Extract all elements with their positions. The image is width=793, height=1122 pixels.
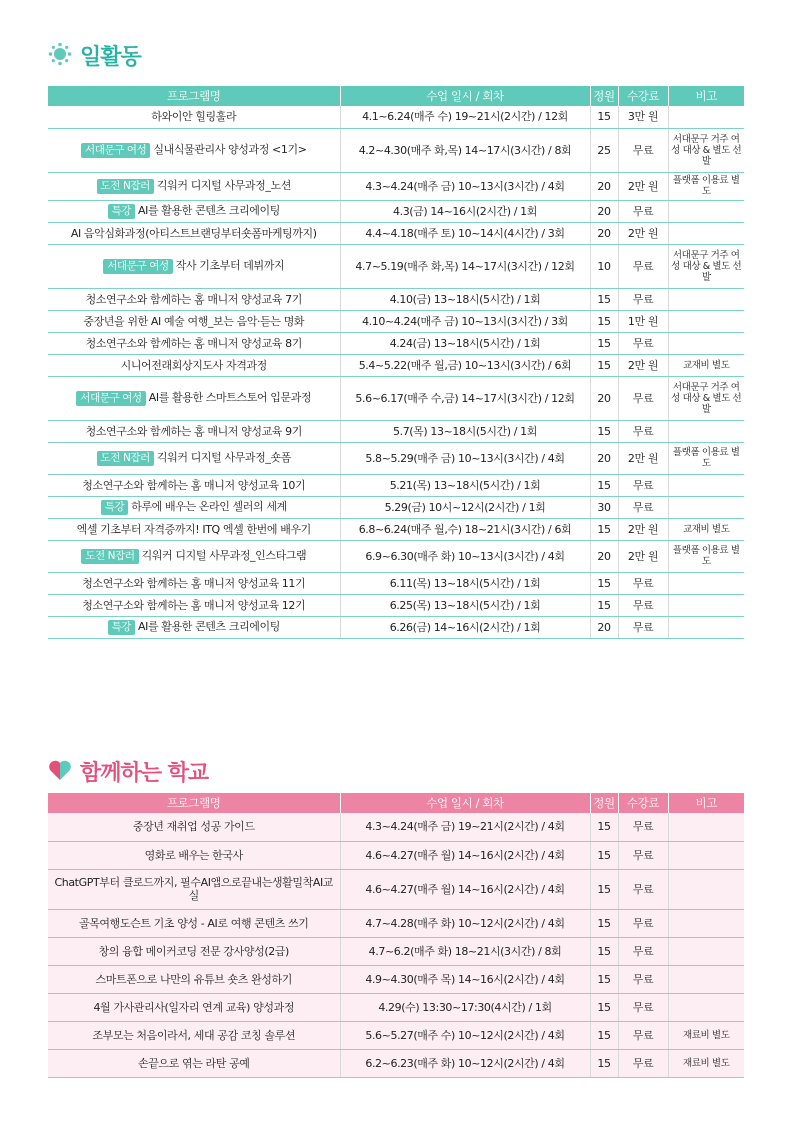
fee-cell: 무료 [618, 993, 668, 1021]
capacity-cell: 15 [590, 1049, 618, 1077]
table-row [48, 200, 744, 222]
note-cell: 서대문구 거주 여성 대상 & 별도 선발 [668, 376, 744, 420]
fee-cell: 무료 [618, 965, 668, 993]
capacity-cell: 15 [590, 420, 618, 442]
program-name-cell: 특강 하루에 배우는 온라인 셀러의 세계 [48, 496, 340, 518]
note-cell: 재료비 별도 [668, 1021, 744, 1049]
table-header-row [48, 793, 744, 813]
class-schedule-cell: 4.24(금) 13~18시(5시간) / 1회 [340, 332, 590, 354]
fee-cell: 1만 원 [618, 310, 668, 332]
class-schedule-cell: 4.29(수) 13:30~17:30(4시간) / 1회 [340, 993, 590, 1021]
capacity-cell: 15 [590, 332, 618, 354]
fee-cell: 무료 [618, 813, 668, 841]
header-fee: 수강료 [618, 793, 668, 813]
program-name-cell: 골목여행도슨트 기초 양성 - AI로 여행 콘텐츠 쓰기 [48, 909, 340, 937]
table-row [48, 244, 744, 288]
capacity-cell: 20 [590, 376, 618, 420]
school-table [48, 793, 744, 1078]
fee-cell: 무료 [618, 937, 668, 965]
class-schedule-cell: 5.4~5.22(매주 월,금) 10~13시(3시간) / 6회 [340, 354, 590, 376]
program-name-cell: 특강 AI를 활용한 콘텐츠 크리에이팅 [48, 616, 340, 638]
fee-cell: 2만 원 [618, 442, 668, 474]
program-name-cell: 서대문구 여성 실내식물관리사 양성과정 <1기> [48, 128, 340, 172]
table-row [48, 993, 744, 1021]
note-cell [668, 474, 744, 496]
note-cell: 서대문구 거주 여성 대상 & 별도 선발 [668, 128, 744, 172]
capacity-cell: 15 [590, 572, 618, 594]
table-row [48, 1049, 744, 1077]
fee-cell: 무료 [618, 909, 668, 937]
program-name-cell: 도전 N잡러 긱워커 디지털 사무과정_인스타그램 [48, 540, 340, 572]
table-row [48, 965, 744, 993]
table-row [48, 1021, 744, 1049]
fee-cell: 무료 [618, 1021, 668, 1049]
fee-cell: 무료 [618, 288, 668, 310]
program-name-cell: 영화로 배우는 한국사 [48, 841, 340, 869]
note-cell [668, 310, 744, 332]
class-schedule-cell: 5.21(목) 13~18시(5시간) / 1회 [340, 474, 590, 496]
table-row [48, 288, 744, 310]
capacity-cell: 15 [590, 869, 618, 909]
capacity-cell: 15 [590, 937, 618, 965]
class-schedule-cell: 4.3~4.24(매주 금) 10~13시(3시간) / 4회 [340, 172, 590, 200]
class-schedule-cell: 4.1~6.24(매주 수) 19~21시(2시간) / 12회 [340, 106, 590, 128]
note-cell [668, 106, 744, 128]
fee-cell: 무료 [618, 200, 668, 222]
class-schedule-cell: 6.26(금) 14~16시(2시간) / 1회 [340, 616, 590, 638]
category-tag: 서대문구 여성 [81, 143, 150, 158]
program-name-cell: 4월 가사관리사(일자리 연계 교육) 양성과정 [48, 993, 340, 1021]
program-name-cell: ChatGPT부터 클로드까지, 필수AI앱으로끝내는생활밀착AI교실 [48, 869, 340, 909]
section-title-text: 함께하는 학교 [80, 761, 209, 786]
category-tag: 서대문구 여성 [103, 259, 172, 274]
fee-cell: 무료 [618, 332, 668, 354]
class-schedule-cell: 4.9~4.30(매주 목) 14~16시(2시간) / 4회 [340, 965, 590, 993]
program-name-cell: 청소연구소와 함께하는 홈 매니저 양성교육 7기 [48, 288, 340, 310]
header-capacity: 정원 [590, 86, 618, 106]
class-schedule-cell: 5.6~5.27(매주 수) 10~12시(2시간) / 4회 [340, 1021, 590, 1049]
table-row [48, 354, 744, 376]
note-cell [668, 965, 744, 993]
fee-cell: 무료 [618, 474, 668, 496]
fee-cell: 무료 [618, 841, 668, 869]
note-cell [668, 993, 744, 1021]
table-row [48, 420, 744, 442]
table-row [48, 496, 744, 518]
note-cell [668, 496, 744, 518]
category-tag: 도전 N잡러 [97, 179, 154, 194]
table-row [48, 540, 744, 572]
program-name-cell: 서대문구 여성 AI를 활용한 스마트스토어 입문과정 [48, 376, 340, 420]
header-fee: 수강료 [618, 86, 668, 106]
table-row [48, 332, 744, 354]
fee-cell: 2만 원 [618, 354, 668, 376]
capacity-cell: 30 [590, 496, 618, 518]
category-tag: 서대문구 여성 [76, 391, 145, 406]
note-cell [668, 937, 744, 965]
header-capacity: 정원 [590, 793, 618, 813]
table-row [48, 474, 744, 496]
capacity-cell: 15 [590, 518, 618, 540]
class-schedule-cell: 4.6~4.27(매주 월) 14~16시(2시간) / 4회 [340, 841, 590, 869]
class-schedule-cell: 4.10~4.24(매주 금) 10~13시(3시간) / 3회 [340, 310, 590, 332]
class-schedule-cell: 5.29(금) 10시~12시(2시간) / 1회 [340, 496, 590, 518]
activities-table [48, 86, 744, 639]
capacity-cell: 10 [590, 244, 618, 288]
note-cell: 교재비 별도 [668, 518, 744, 540]
capacity-cell: 15 [590, 288, 618, 310]
section-title-school [48, 756, 208, 787]
program-name-cell: 도전 N잡러 긱워커 디지털 사무과정_노션 [48, 172, 340, 200]
capacity-cell: 15 [590, 474, 618, 496]
table-row [48, 172, 744, 200]
fee-cell: 무료 [618, 376, 668, 420]
note-cell [668, 616, 744, 638]
capacity-cell: 25 [590, 128, 618, 172]
note-cell [668, 909, 744, 937]
capacity-cell: 15 [590, 106, 618, 128]
fee-cell: 무료 [618, 244, 668, 288]
table-row [48, 106, 744, 128]
capacity-cell: 20 [590, 540, 618, 572]
note-cell [668, 288, 744, 310]
sun-icon [48, 42, 72, 70]
class-schedule-cell: 4.2~4.30(매주 화,목) 14~17시(3시간) / 8회 [340, 128, 590, 172]
category-tag: 특강 [101, 500, 129, 515]
note-cell [668, 200, 744, 222]
note-cell: 플랫폼 이용료 별도 [668, 172, 744, 200]
fee-cell: 2만 원 [618, 222, 668, 244]
capacity-cell: 20 [590, 222, 618, 244]
program-name-cell: 청소연구소와 함께하는 홈 매니저 양성교육 11기 [48, 572, 340, 594]
program-name-cell: 창의 융합 메이커코딩 전문 강사양성(2급) [48, 937, 340, 965]
program-name-cell: 중장년을 위한 AI 예술 여행_보는 음악·듣는 명화 [48, 310, 340, 332]
fee-cell: 무료 [618, 572, 668, 594]
note-cell [668, 813, 744, 841]
note-cell [668, 841, 744, 869]
program-name-cell: 엑셀 기초부터 자격증까지! ITQ 엑셀 한번에 배우기 [48, 518, 340, 540]
note-cell: 교재비 별도 [668, 354, 744, 376]
class-schedule-cell: 4.10(금) 13~18시(5시간) / 1회 [340, 288, 590, 310]
class-schedule-cell: 6.25(목) 13~18시(5시간) / 1회 [340, 594, 590, 616]
capacity-cell: 15 [590, 993, 618, 1021]
program-name-cell: 하와이안 힐링훌라 [48, 106, 340, 128]
capacity-cell: 15 [590, 594, 618, 616]
table-header-row [48, 86, 744, 106]
table-row [48, 128, 744, 172]
class-schedule-cell: 4.6~4.27(매주 월) 14~16시(2시간) / 4회 [340, 869, 590, 909]
note-cell: 서대문구 거주 여성 대상 & 별도 선발 [668, 244, 744, 288]
program-name-cell: 청소연구소와 함께하는 홈 매니저 양성교육 9기 [48, 420, 340, 442]
fee-cell: 무료 [618, 496, 668, 518]
fee-cell: 무료 [618, 594, 668, 616]
header-program-name: 프로그램명 [48, 793, 340, 813]
capacity-cell: 15 [590, 813, 618, 841]
heart-icon [48, 759, 72, 785]
program-name-cell: 청소연구소와 함께하는 홈 매니저 양성교육 10기 [48, 474, 340, 496]
note-cell: 재료비 별도 [668, 1049, 744, 1077]
program-name-cell: 청소연구소와 함께하는 홈 매니저 양성교육 12기 [48, 594, 340, 616]
class-schedule-cell: 4.7~4.28(매주 화) 10~12시(2시간) / 4회 [340, 909, 590, 937]
fee-cell: 무료 [618, 128, 668, 172]
header-program-name: 프로그램명 [48, 86, 340, 106]
note-cell: 플랫폼 이용료 별도 [668, 442, 744, 474]
capacity-cell: 15 [590, 310, 618, 332]
note-cell [668, 420, 744, 442]
fee-cell: 2만 원 [618, 518, 668, 540]
table-row [48, 442, 744, 474]
program-name-cell: 중장년 재취업 성공 가이드 [48, 813, 340, 841]
section-title-activities [48, 40, 141, 71]
note-cell [668, 594, 744, 616]
table-row [48, 909, 744, 937]
class-schedule-cell: 6.8~6.24(매주 월,수) 18~21시(3시간) / 6회 [340, 518, 590, 540]
header-note: 비고 [668, 86, 744, 106]
capacity-cell: 15 [590, 841, 618, 869]
category-tag: 도전 N잡러 [81, 549, 138, 564]
fee-cell: 2만 원 [618, 172, 668, 200]
category-tag: 특강 [108, 204, 136, 219]
table-row [48, 376, 744, 420]
class-schedule-cell: 5.8~5.29(매주 금) 10~13시(3시간) / 4회 [340, 442, 590, 474]
class-schedule-cell: 6.2~6.23(매주 화) 10~12시(2시간) / 4회 [340, 1049, 590, 1077]
category-tag: 특강 [108, 620, 136, 635]
section-title-text: 일활동 [80, 45, 141, 70]
class-schedule-cell: 4.7~5.19(매주 화,목) 14~17시(3시간) / 12회 [340, 244, 590, 288]
capacity-cell: 20 [590, 616, 618, 638]
program-name-cell: 손끝으로 엮는 라탄 공예 [48, 1049, 340, 1077]
table-row [48, 222, 744, 244]
program-name-cell: 조부모는 처음이라서, 세대 공감 코칭 솔루션 [48, 1021, 340, 1049]
header-class-schedule: 수업 일시 / 회차 [340, 86, 590, 106]
table-row [48, 310, 744, 332]
class-schedule-cell: 6.9~6.30(매주 화) 10~13시(3시간) / 4회 [340, 540, 590, 572]
fee-cell: 2만 원 [618, 540, 668, 572]
capacity-cell: 15 [590, 354, 618, 376]
class-schedule-cell: 4.3(금) 14~16시(2시간) / 1회 [340, 200, 590, 222]
class-schedule-cell: 5.6~6.17(매주 수,금) 14~17시(3시간) / 12회 [340, 376, 590, 420]
table-row [48, 841, 744, 869]
capacity-cell: 15 [590, 909, 618, 937]
class-schedule-cell: 4.4~4.18(매주 토) 10~14시(4시간) / 3회 [340, 222, 590, 244]
header-class-schedule: 수업 일시 / 회차 [340, 793, 590, 813]
header-note: 비고 [668, 793, 744, 813]
note-cell [668, 332, 744, 354]
fee-cell: 무료 [618, 420, 668, 442]
program-name-cell: 시니어전래회상지도사 자격과정 [48, 354, 340, 376]
table-row [48, 937, 744, 965]
table-row [48, 518, 744, 540]
program-name-cell: 도전 N잡러 긱워커 디지털 사무과정_숏폼 [48, 442, 340, 474]
program-name-cell: 청소연구소와 함께하는 홈 매니저 양성교육 8기 [48, 332, 340, 354]
class-schedule-cell: 4.7~6.2(매주 화) 18~21시(3시간) / 8회 [340, 937, 590, 965]
program-name-cell: 특강 AI를 활용한 콘텐츠 크리에이팅 [48, 200, 340, 222]
category-tag: 도전 N잡러 [97, 451, 154, 466]
note-cell [668, 222, 744, 244]
program-name-cell: 스마트폰으로 나만의 유튜브 숏츠 완성하기 [48, 965, 340, 993]
note-cell [668, 869, 744, 909]
class-schedule-cell: 5.7(목) 13~18시(5시간) / 1회 [340, 420, 590, 442]
capacity-cell: 15 [590, 1021, 618, 1049]
capacity-cell: 20 [590, 442, 618, 474]
fee-cell: 무료 [618, 869, 668, 909]
fee-cell: 무료 [618, 616, 668, 638]
capacity-cell: 15 [590, 965, 618, 993]
table-row [48, 594, 744, 616]
class-schedule-cell: 4.3~4.24(매주 금) 19~21시(2시간) / 4회 [340, 813, 590, 841]
fee-cell: 3만 원 [618, 106, 668, 128]
program-name-cell: AI 음악심화과정(아티스트브랜딩부터숏폼마케팅까지) [48, 222, 340, 244]
note-cell [668, 572, 744, 594]
note-cell: 플랫폼 이용료 별도 [668, 540, 744, 572]
table-row [48, 572, 744, 594]
program-name-cell: 서대문구 여성 작사 기초부터 데뷔까지 [48, 244, 340, 288]
table-row [48, 616, 744, 638]
class-schedule-cell: 6.11(목) 13~18시(5시간) / 1회 [340, 572, 590, 594]
capacity-cell: 20 [590, 200, 618, 222]
table-row [48, 813, 744, 841]
fee-cell: 무료 [618, 1049, 668, 1077]
table-row [48, 869, 744, 909]
capacity-cell: 20 [590, 172, 618, 200]
